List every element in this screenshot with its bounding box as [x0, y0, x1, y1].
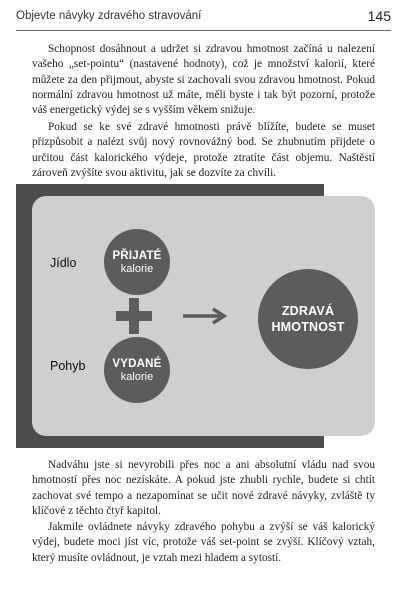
movement-label: Pohyb [50, 359, 86, 373]
arrow-right-icon [181, 306, 233, 326]
result-line-1: ZDRAVÁ [281, 304, 335, 318]
result-line-2: HMOTNOST [271, 320, 345, 334]
healthy-weight-circle [258, 269, 358, 369]
plus-icon-vertical-bar [129, 298, 139, 334]
calories-intake-circle [104, 229, 170, 295]
food-label: Jídlo [50, 256, 77, 270]
intake-subtitle: kalorie [120, 262, 154, 275]
body-paragraph-3: Nadváhu jste si nevyrobili přes noc a ani absolutní vládu nad svou hmotností přes noc nezískáte. A pokud jste zhubli rychle, budete si chtít zachovat své tempo a nezapomínat se učit nové zdravé návyky, zvláště ty klíčové z těchto čtyř kapitol. [32, 459, 375, 517]
body-paragraph-2: Pokud se ke své zdravé hmotnosti právě blížíte, budete se muset přizpůsobit a nalézt svůj nový rovnovážný bod. Se zhubnutím přijdete o určitou část kalorického výdeje, protože ztratíte část objemu. Naštěstí zároveň zvýšíte svou aktivitu, jak se dozvíte za chvíli. [32, 121, 375, 179]
calories-output-circle [104, 337, 170, 403]
chapter-title: Objevte návyky zdravého stravování [16, 10, 202, 22]
running-header [16, 8, 391, 31]
body-paragraph-1: Schopnost dosáhnout a udržet si zdravou hmotnost začíná u nalezení vašeho „set-pointu“ (nastavené hodnoty), což je množství kalorií, které můžete za den přijmout, abyste si zachovali svou zdravou hmotnost. Pokud normální zdravou hmotnost už máte, měli byste i tak být pozorní, protože váš energetický výdej se s vyšším věkem snižuje. [32, 43, 375, 117]
body-paragraph-4: Jakmile ovládnete návyky zdravého pohybu a zvýší se váš kalorický výdej, budete moci jíst víc, protože váš set-point se zvýší. Klíčový vztah, který musíte ovládnout, je vztah mezi hladem a sytostí. [32, 521, 375, 564]
output-title: VYDANÉ [112, 357, 162, 370]
intake-title: PŘIJATÉ [112, 249, 162, 262]
page-number: 145 [367, 8, 391, 24]
output-subtitle: kalorie [120, 370, 154, 383]
